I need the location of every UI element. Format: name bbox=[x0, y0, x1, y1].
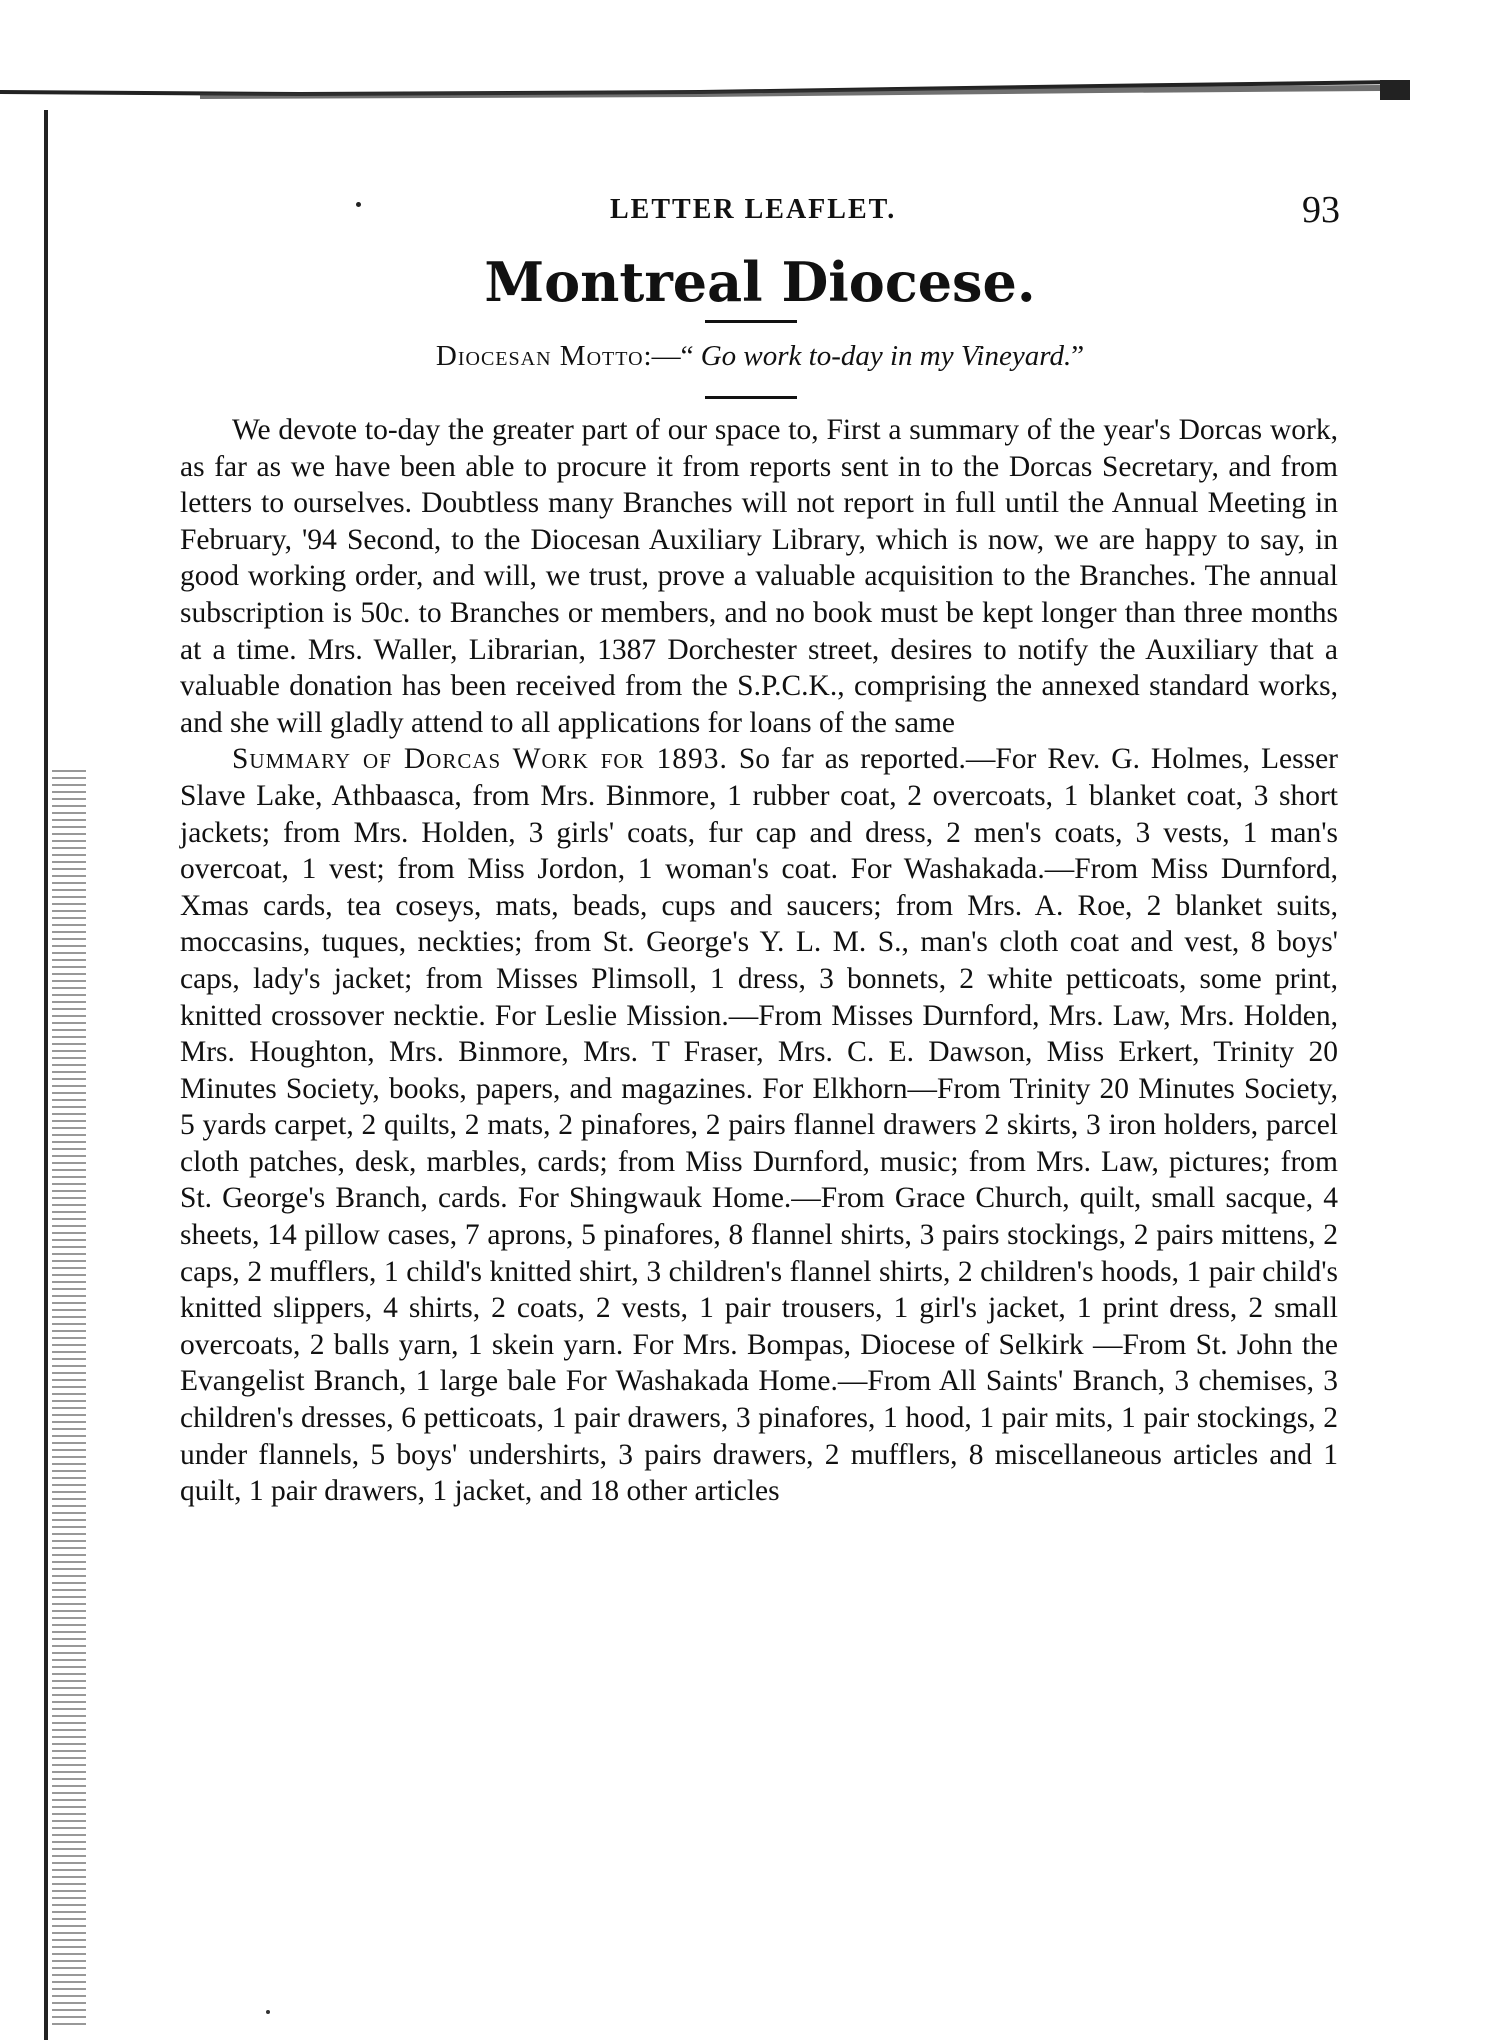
motto-divider bbox=[705, 396, 797, 399]
paragraph-text: We devote to-day the greater part of our space to, First a summary of the year's Dorcas work, as far as we have been able to procure it from reports sent in to the Dorcas Secretary, and from letters to ourselves. Doubtless many Branches will not report in full until the Annual Meeting in February, '94 Second, to the Diocesan Auxiliary Library, which is now, we are happy to say, in good working order, and will, we trust, prove a valuable acquisition to the Branches. The annual subscription is 50c. to Branches or members, and no book must be kept longer than three months at a time. Mrs. Waller, Librarian, 1387 Dorchester street, desires to notify the Auxiliary that a valuable donation has been received from the S.P.C.K., comprising the annexed standard works, and she will gladly attend to all applications for loans of the same bbox=[180, 414, 1338, 739]
motto-separator: :—“ bbox=[643, 340, 694, 372]
title-divider bbox=[705, 320, 797, 323]
motto-quote: Go work to-day in my Vineyard. bbox=[700, 340, 1072, 372]
page-header bbox=[180, 188, 1340, 238]
header-dot bbox=[356, 202, 361, 207]
top-border-rule bbox=[0, 80, 1487, 110]
left-margin-rule bbox=[44, 110, 48, 2040]
page-number: 93 bbox=[1302, 189, 1340, 231]
scanned-page-edge bbox=[0, 70, 90, 2040]
diocesan-motto bbox=[180, 340, 1340, 373]
paragraph-intro bbox=[180, 412, 1338, 741]
article-body bbox=[180, 412, 1338, 1510]
bottom-dot bbox=[266, 2010, 270, 2014]
motto-close: ” bbox=[1071, 340, 1085, 372]
motto-label: Diocesan Motto bbox=[435, 340, 644, 372]
paragraph-lead: Summary of Dorcas Work for 1893. bbox=[232, 743, 728, 776]
paragraph-dorcas-summary bbox=[180, 741, 1338, 1509]
running-title: LETTER LEAFLET. bbox=[610, 194, 897, 225]
section-title: Montreal Diocese. bbox=[484, 250, 1036, 314]
binding-speckle bbox=[52, 770, 86, 2030]
paragraph-text: So far as reported.—For Rev. G. Holmes, Lesser Slave Lake, Athbaasca, from Mrs. Binmore, 1 rubber coat, 2 overcoats, 1 blanket coat, 3 short jackets; from Mrs. Holden, 3 girls' coats, fur cap and dress, 2 men's coats, 3 vests, 1 man's overcoat, 1 vest; from Miss Jordon, 1 woman's coat. For Washakada.—From Miss Durnford, Xmas cards, tea coseys, mats, beads, cups and saucers; from Mrs. A. Roe, 2 blanket suits, moccasins, tuques, neckties; from St. George's Y. L. M. S., man's cloth coat and vest, 8 boys' caps, lady's jacket; from Misses Plimsoll, 1 dress, 3 bonnets, 2 white petticoats, some print, knitted crossover necktie. For Leslie Mission.—From Misses Durnford, Mrs. Law, Mrs. Holden, Mrs. Houghton, Mrs. Binmore, Mrs. T Fraser, Mrs. C. E. Dawson, Miss Erkert, Trinity 20 Minutes Society, books, papers, and magazines. For Elkhorn—From Trinity 20 Minutes Society, 5 yards carpet, 2 quilts, 2 mats, 2 pinafores, 2 pairs flannel drawers 2 skirts, 3 iron holders, parcel cloth patches, desk, marbles, cards; from Miss Durnford, music; from Mrs. Law, pictures; from St. George's Branch, cards. For Shingwauk Home.—From Grace Church, quilt, small sacque, 4 sheets, 14 pillow cases, 7 aprons, 5 pinafores, 8 flannel shirts, 3 pairs stockings, 2 pairs mittens, 2 caps, 2 mufflers, 1 child's knitted shirt, 3 children's flannel shirts, 2 children's hoods, 1 pair child's knitted slippers, 4 shirts, 2 coats, 2 vests, 1 pair trousers, 1 girl's jacket, 1 print dress, 2 small overcoats, 2 balls yarn, 1 skein yarn. For Mrs. Bompas, Diocese of Selkirk —From St. John the Evangelist Branch, 1 large bale For Washakada Home.—From All Saints' Branch, 3 chemises, 3 children's dresses, 6 petticoats, 1 pair drawers, 3 pinafores, 1 hood, 1 pair mits, 1 pair stockings, 2 under flannels, 5 boys' undershirts, 3 pairs drawers, 2 mufflers, 8 miscellaneous articles and 1 quilt, 1 pair drawers, 1 jacket, and 18 other articles bbox=[180, 743, 1338, 1508]
